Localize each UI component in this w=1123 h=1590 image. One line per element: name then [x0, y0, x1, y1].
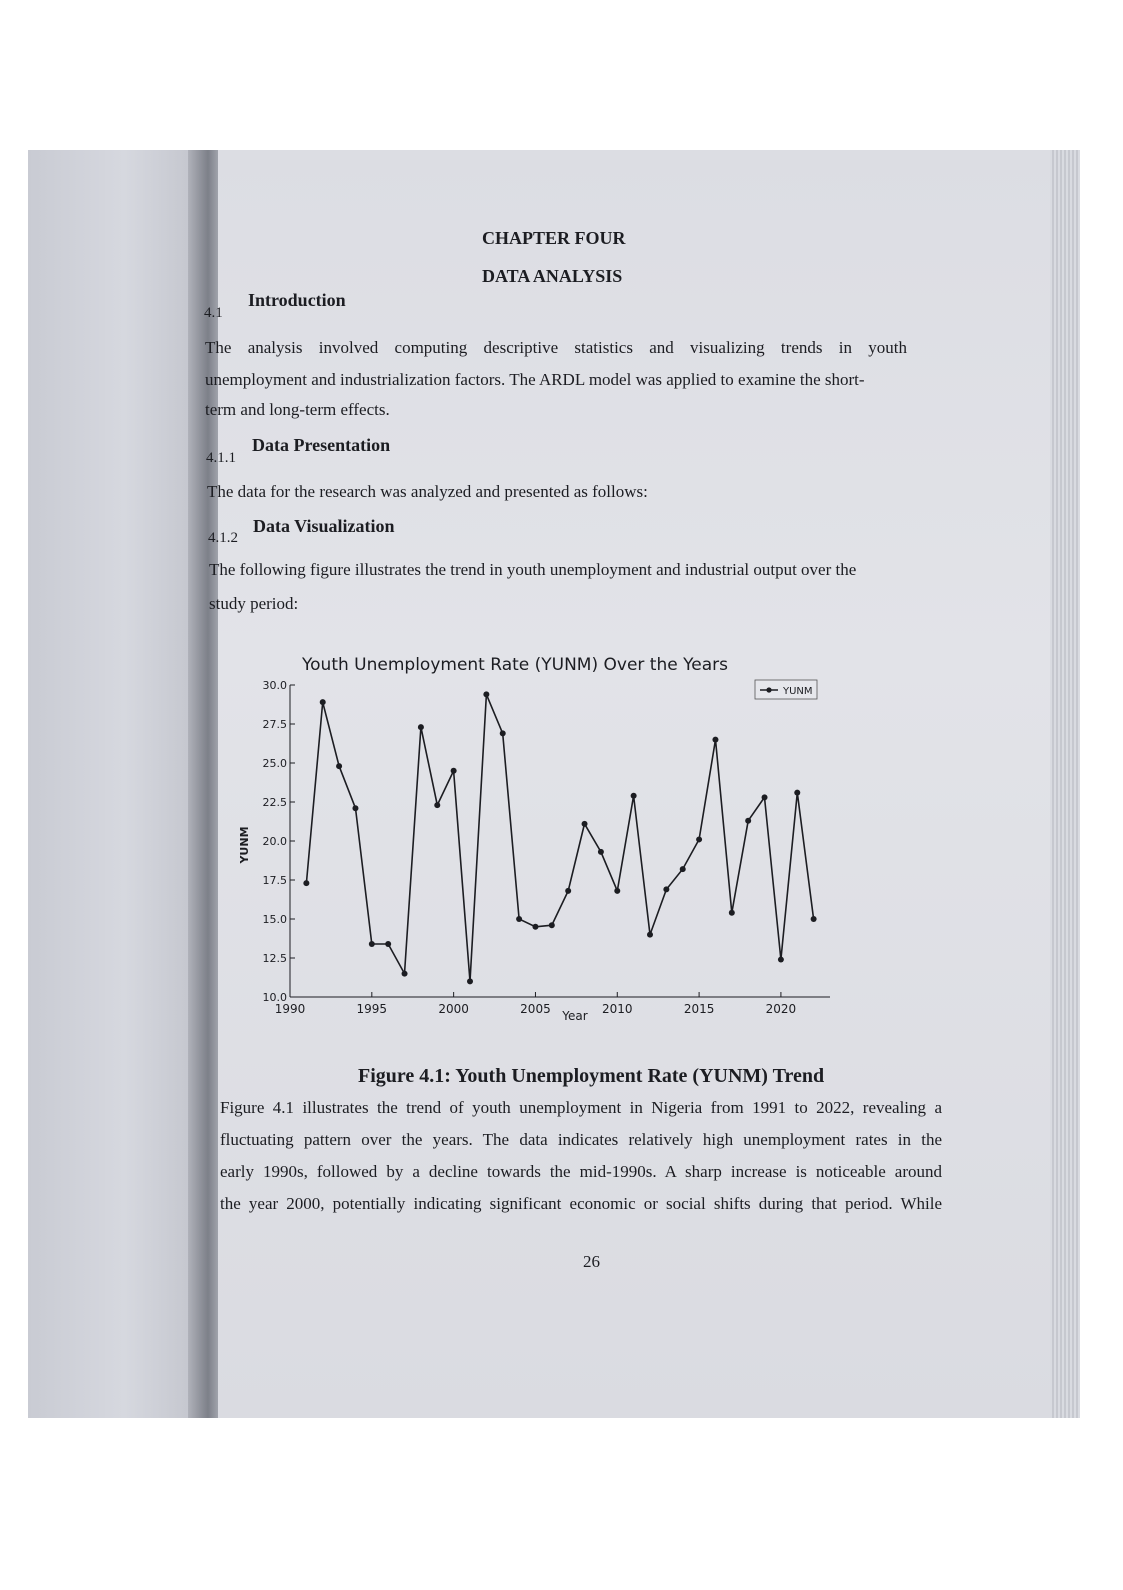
- data-point: [598, 849, 604, 855]
- yunm-line-chart: [230, 640, 850, 1030]
- y-axis-label: YUNM: [238, 826, 251, 864]
- subsection-title: Data Visualization: [253, 516, 395, 536]
- data-point: [418, 724, 424, 730]
- x-tick-label: 2000: [438, 1002, 469, 1016]
- left-page: [28, 150, 203, 1418]
- data-point: [565, 888, 571, 894]
- y-tick-label: 17.5: [262, 874, 287, 887]
- data-point: [303, 880, 309, 886]
- x-tick-label: 2020: [765, 1002, 797, 1016]
- data-point: [745, 818, 751, 824]
- y-tick-label: 27.5: [262, 718, 287, 731]
- x-tick-label: 1995: [356, 1002, 388, 1016]
- data-point: [385, 941, 391, 947]
- chart-axes: [290, 685, 830, 997]
- discussion-line: Figure 4.1 illustrates the trend of youth unemployment in Nigeria from 1991 to 2022, revealing a: [220, 1098, 942, 1117]
- page-edges: [1050, 150, 1080, 1418]
- x-tick-label: 1990: [274, 1002, 306, 1016]
- data-point: [402, 971, 408, 977]
- data-point: [582, 821, 588, 827]
- x-axis-label: Year: [562, 1009, 588, 1023]
- data-point: [712, 737, 718, 743]
- series-line-yunm: [306, 694, 813, 981]
- chapter-subtitle: DATA ANALYSIS: [482, 266, 623, 286]
- data-point: [647, 932, 653, 938]
- data-point: [369, 941, 375, 947]
- intro-line: term and long-term effects.: [205, 400, 390, 419]
- discussion-line: early 1990s, followed by a decline towards the mid-1990s. A sharp increase is noticeable around: [220, 1162, 942, 1181]
- y-tick-label: 20.0: [262, 835, 287, 848]
- data-point: [614, 888, 620, 894]
- data-point: [696, 836, 702, 842]
- data-point: [762, 794, 768, 800]
- visualization-line: The following figure illustrates the trend in youth unemployment and industrial output over the: [209, 560, 857, 579]
- data-point: [532, 924, 538, 930]
- presentation-text: The data for the research was analyzed and presented as follows:: [207, 482, 648, 501]
- data-point: [631, 793, 637, 799]
- y-tick-label: 25.0: [262, 757, 287, 770]
- data-point: [434, 802, 440, 808]
- data-point: [483, 691, 489, 697]
- x-tick-label: 2015: [683, 1002, 715, 1016]
- chapter-title: CHAPTER FOUR: [482, 228, 626, 248]
- y-tick-label: 22.5: [262, 796, 287, 809]
- subsection-number: 4.1.2: [208, 530, 238, 546]
- data-point: [794, 790, 800, 796]
- data-point: [451, 768, 457, 774]
- figure-caption: Figure 4.1: Youth Unemployment Rate (YUNM) Trend: [358, 1065, 825, 1087]
- subsection-number: 4.1.1: [206, 450, 236, 466]
- section-title: Introduction: [248, 290, 346, 310]
- data-point: [811, 916, 817, 922]
- chart-ticks: [263, 679, 797, 1016]
- chart-legend: [755, 680, 817, 699]
- y-tick-label: 12.5: [262, 952, 287, 965]
- data-point: [352, 805, 358, 811]
- legend-entry-yunm: YUNM: [783, 686, 813, 697]
- subsection-title: Data Presentation: [252, 435, 391, 455]
- y-tick-label: 15.0: [262, 913, 287, 926]
- discussion-line: fluctuating pattern over the years. The data indicates relatively high unemployment rates in the: [220, 1130, 942, 1149]
- data-point: [500, 730, 506, 736]
- x-tick-label: 2010: [601, 1002, 633, 1016]
- data-point: [549, 922, 555, 928]
- data-point: [778, 957, 784, 963]
- intro-line: unemployment and industrialization factors. The ARDL model was applied to examine the short-: [205, 370, 865, 389]
- data-point: [729, 910, 735, 916]
- series-points-yunm: [303, 691, 816, 984]
- page-number: 26: [583, 1252, 600, 1271]
- data-point: [467, 978, 473, 984]
- data-point: [663, 886, 669, 892]
- section-number: 4.1: [204, 305, 223, 321]
- data-point: [516, 916, 522, 922]
- visualization-line: study period:: [209, 594, 299, 613]
- intro-line: The analysis involved computing descriptive statistics and visualizing trends in youth: [205, 338, 907, 357]
- data-point: [680, 866, 686, 872]
- data-point: [336, 763, 342, 769]
- y-tick-label: 30.0: [262, 679, 287, 692]
- data-point: [320, 699, 326, 705]
- y-tick-label: 10.0: [262, 991, 287, 1004]
- chart-title: Youth Unemployment Rate (YUNM) Over the Years: [302, 655, 728, 675]
- x-tick-label: 2005: [520, 1002, 551, 1016]
- discussion-line: the year 2000, potentially indicating significant economic or social shifts during that period. While: [220, 1194, 942, 1213]
